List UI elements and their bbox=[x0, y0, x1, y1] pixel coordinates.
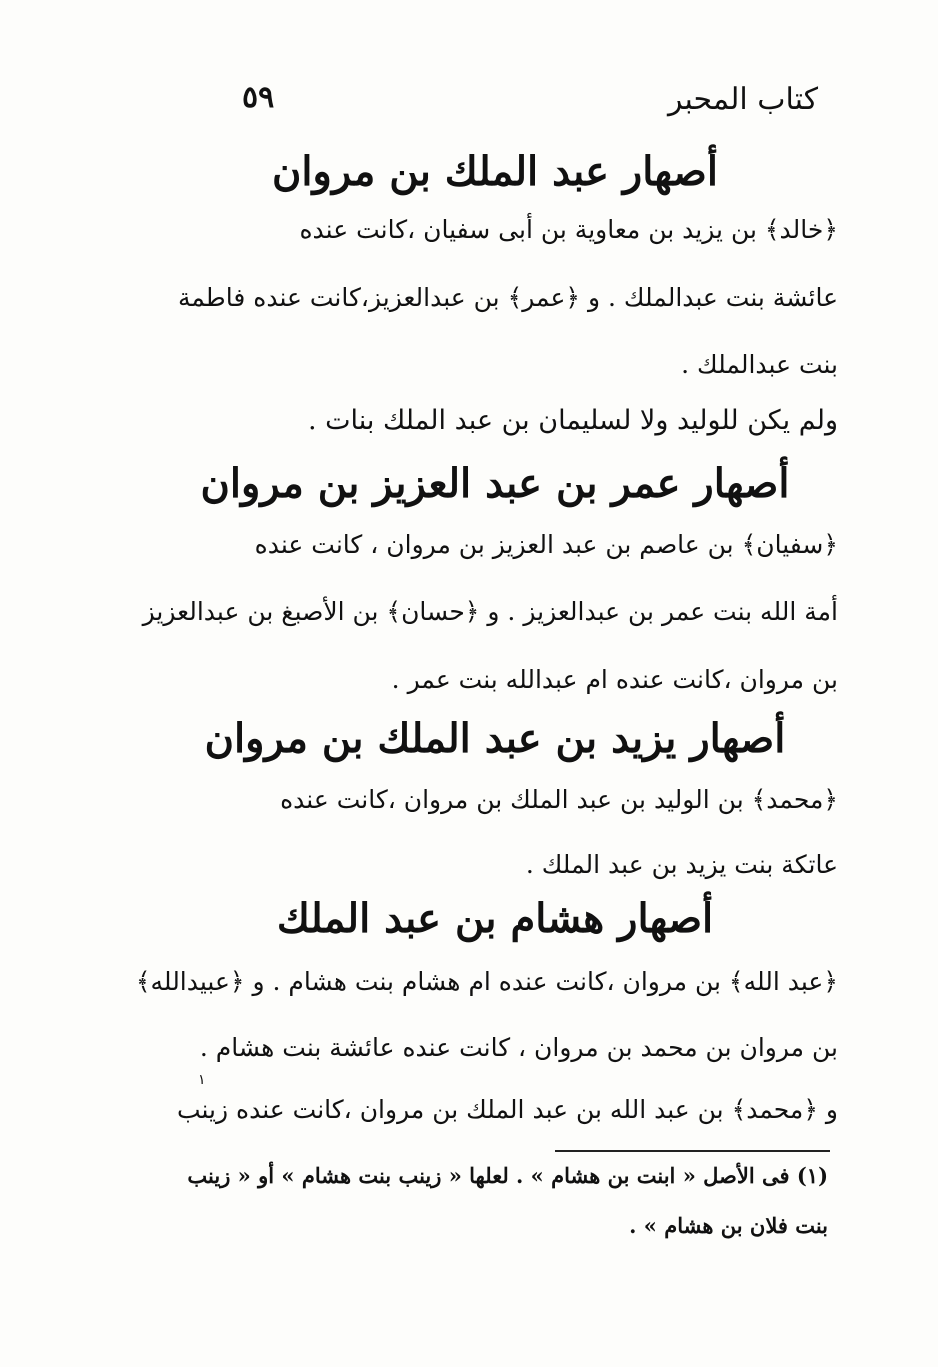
text-line: عاتكة بنت يزيد بن عبد الملك . bbox=[525, 850, 838, 879]
footnote-divider bbox=[555, 1150, 830, 1152]
section-heading: أصهار يزيد بن عبد الملك بن مروان bbox=[204, 715, 786, 762]
section-heading: أصهار هشام بن عبد الملك bbox=[276, 895, 714, 942]
text-line: ولم يكن للوليد ولا لسليمان بن عبد الملك بنات . bbox=[307, 405, 838, 436]
text-line: و ﴿محمد﴾ بن عبد الله بن عبد الملك بن مروان ،كانت عنده زينب bbox=[176, 1095, 838, 1124]
section-heading: أصهار عمر بن عبد العزيز بن مروان bbox=[200, 460, 790, 507]
page-number: ٥٩ bbox=[242, 80, 275, 115]
footnote-line: (١) فى الأصل « ابنت بن هشام » . لعلها « زينب بنت هشام » أو « زينب bbox=[187, 1163, 828, 1188]
text-line: أمة الله بنت عمر بن عبدالعزيز . و ﴿حسان﴾ بن الأصبغ بن عبدالعزيز bbox=[142, 597, 838, 626]
footnote-line: بنت فلان بن هشام » . bbox=[629, 1213, 828, 1238]
text-line: ﴿محمد﴾ بن الوليد بن عبد الملك بن مروان ،كانت عنده bbox=[280, 785, 838, 814]
text-line: بنت عبدالملك . bbox=[681, 350, 838, 379]
text-line: بن مروان بن محمد بن مروان ، كانت عنده عائشة بنت هشام . bbox=[199, 1033, 838, 1062]
book-title: كتاب المحبر bbox=[667, 82, 818, 117]
text-line: ﴿سفيان﴾ بن عاصم بن عبد العزيز بن مروان ، كانت عنده bbox=[254, 530, 838, 559]
section-heading: أصهار عبد الملك بن مروان bbox=[272, 148, 718, 195]
text-line: بن مروان ،كانت عنده ام عبدالله بنت عمر . bbox=[391, 665, 838, 694]
text-line: عائشة بنت عبدالملك . و ﴿عمر﴾ بن عبدالعزيز،كانت عنده فاطمة bbox=[177, 283, 838, 312]
text-line: ﴿عبد الله﴾ بن مروان ،كانت عنده ام هشام بنت هشام . و ﴿عبيدالله﴾ bbox=[135, 967, 838, 996]
text-line: ﴿خالد﴾ بن يزيد بن معاوية بن أبى سفيان ،كانت عنده bbox=[299, 215, 838, 244]
footnote-marker: ١ bbox=[198, 1072, 206, 1088]
